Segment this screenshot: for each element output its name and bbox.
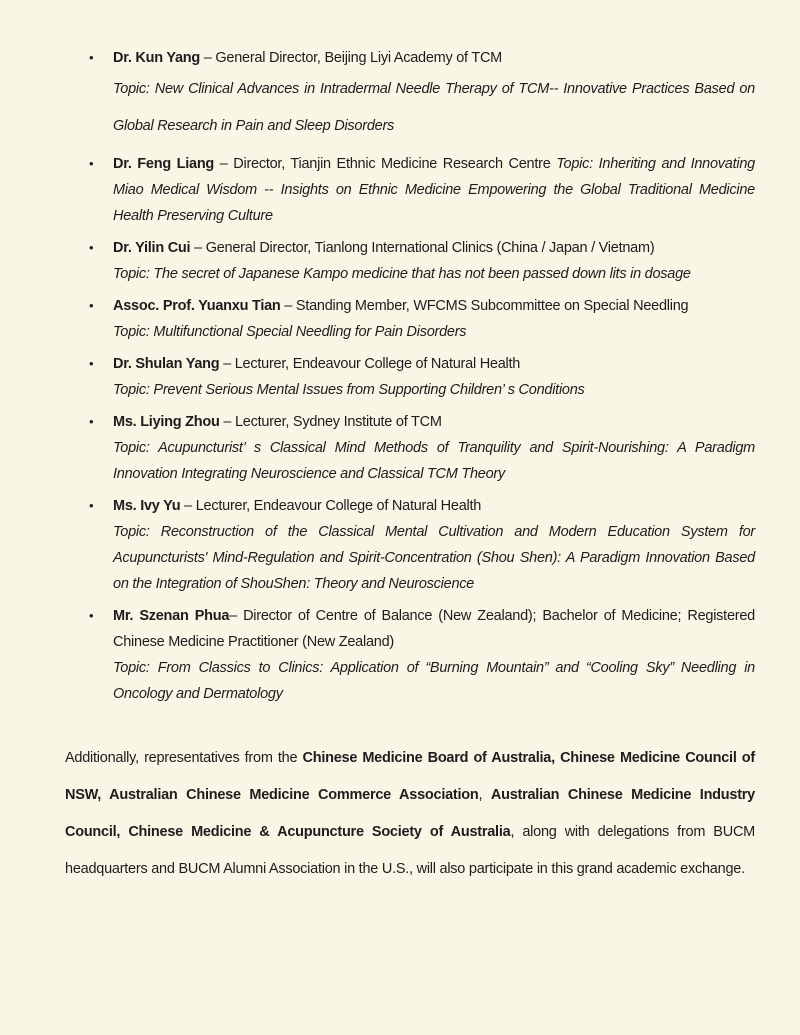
speaker-name: Ms. Liying Zhou <box>113 414 220 430</box>
bullet-icon: • <box>89 50 94 65</box>
paragraph-segment: Additionally, representatives from the <box>65 750 303 766</box>
bullet-icon: • <box>89 414 94 429</box>
speaker-topic: Topic: Multifunctional Special Needling for Pain Disorders <box>113 324 467 340</box>
speakers-list <box>65 45 755 707</box>
speaker-title: – Lecturer, Endeavour College of Natural Health <box>180 498 482 514</box>
speaker-name: Dr. Yilin Cui <box>113 240 191 256</box>
organization-names: Chinese Medicine Board of Australia, Chinese Medicine Council of NSW, Australian Chinese Medicine Commerce Association <box>65 750 755 803</box>
speaker-name: Dr. Feng Liang <box>113 156 215 172</box>
speaker-topic: Topic: Acupuncturist’ s Classical Mind Methods of Tranquility and Spirit-Nourishing: A Paradigm Innovation Integrating Neuroscience and Classical TCM Theory <box>113 440 755 482</box>
bullet-icon: • <box>89 498 94 513</box>
speaker-topic: Topic: Reconstruction of the Classical Mental Cultivation and Modern Education System for Acupuncturists' Mind-Regulation and Spirit-Concentration (Shou Shen): A Paradigm Innovation Based on the Integration of ShouShen: Theory and Neuroscience <box>113 524 755 592</box>
closing-paragraph <box>65 740 755 888</box>
bullet-icon: • <box>89 240 94 255</box>
speaker-title: – General Director, Beijing Liyi Academy of TCM <box>199 50 503 66</box>
speaker-topic: Topic: From Classics to Clinics: Application of “Burning Mountain” and “Cooling Sky” Needling in Oncology and Dermatology <box>113 660 755 702</box>
speaker-name: Ms. Ivy Yu <box>113 498 181 514</box>
bullet-icon: • <box>89 356 94 371</box>
bullet-icon: • <box>89 156 94 171</box>
speaker-item <box>65 493 755 597</box>
speaker-item <box>65 293 755 345</box>
speaker-title: – Lecturer, Endeavour College of Natural Health <box>219 356 521 372</box>
speaker-topic: Topic: New Clinical Advances in Intradermal Needle Therapy of TCM-- Innovative Practices Based on Global Research in Pain and Sleep Disorders <box>113 81 755 134</box>
bullet-icon: • <box>89 298 94 313</box>
speaker-item <box>65 235 755 287</box>
speaker-topic: Topic: Prevent Serious Mental Issues from Supporting Children’ s Conditions <box>113 382 585 398</box>
speaker-item <box>65 351 755 403</box>
speaker-title: – Standing Member, WFCMS Subcommittee on Special Needling <box>280 298 689 314</box>
bullet-icon: • <box>89 608 94 623</box>
speaker-title: – Lecturer, Sydney Institute of TCM <box>219 414 442 430</box>
speaker-item <box>65 45 755 145</box>
speaker-title: – Director, Tianjin Ethnic Medicine Research Centre <box>214 156 557 172</box>
speaker-title: – Director of Centre of Balance (New Zealand); Bachelor of Medicine; Registered Chinese Medicine Practitioner (New Zealand) <box>113 608 755 650</box>
speaker-name: Assoc. Prof. Yuanxu Tian <box>113 298 281 314</box>
speaker-name: Mr. Szenan Phua <box>113 608 230 624</box>
paragraph-segment: , <box>478 787 491 803</box>
speaker-name: Dr. Shulan Yang <box>113 356 220 372</box>
speaker-name: Dr. Kun Yang <box>113 50 200 66</box>
organization-names: Australian Chinese Medicine Industry Council, Chinese Medicine & Acupuncture Society of Australia <box>65 787 755 840</box>
paragraph-segment: , along with delegations from BUCM headquarters and BUCM Alumni Association in the U.S., will also participate in this grand academic exchange. <box>65 824 755 877</box>
speaker-topic: Topic: Inheriting and Innovating Miao Medical Wisdom -- Insights on Ethnic Medicine Empowering the Global Traditional Medicine Health Preserving Culture <box>113 156 756 224</box>
speaker-item <box>65 409 755 487</box>
speaker-topic: Topic: The secret of Japanese Kampo medicine that has not been passed down lits in dosage <box>113 266 691 282</box>
speaker-item <box>65 151 755 229</box>
speaker-item <box>65 603 755 707</box>
speaker-title: – General Director, Tianlong International Clinics (China / Japan / Vietnam) <box>190 240 655 256</box>
